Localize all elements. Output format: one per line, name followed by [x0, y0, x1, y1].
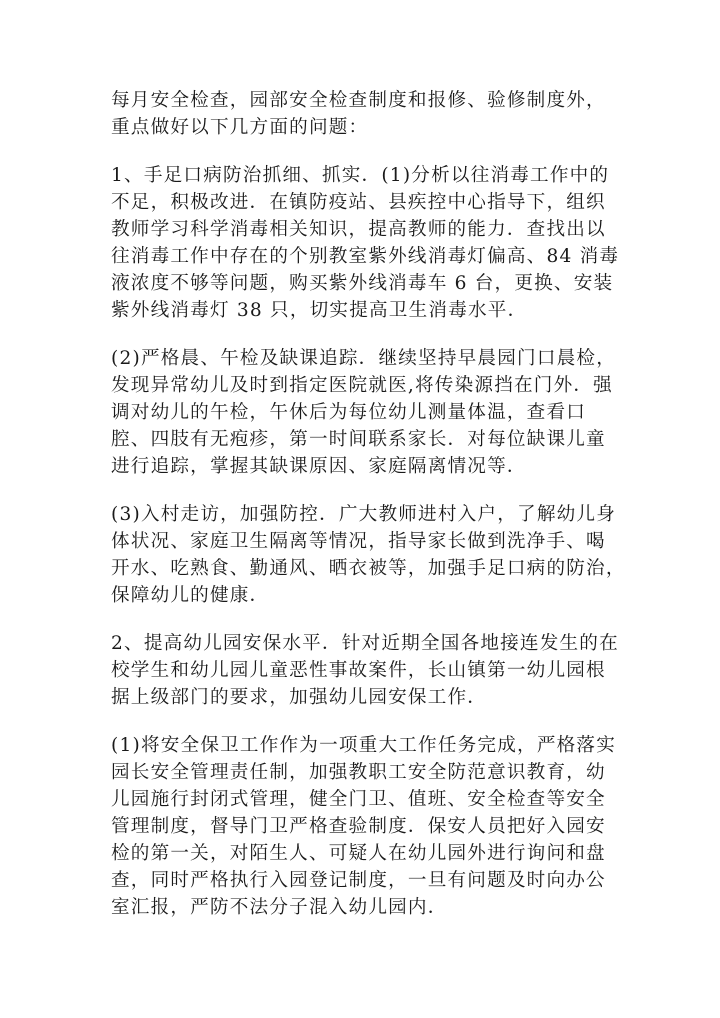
- text-line: 重点做好以下几方面的问题：: [111, 117, 369, 138]
- text-line: 腔、四肢有无疱疹，第一时间联系家长．对每位缺课儿童: [111, 429, 606, 450]
- text-line: 儿园施行封闭式管理，健全门卫、值班、安全检查等安全: [111, 789, 606, 810]
- text-line: 查，同时严格执行入园登记制度，一旦有问题及时向办公: [111, 870, 606, 891]
- text-line: 保障幼儿的健康．: [111, 585, 270, 606]
- text-line: (1)将安全保卫工作作为一项重大工作任务完成，严格落实: [111, 735, 616, 756]
- text-line: 紫外线消毒灯 38 只，切实提高卫生消毒水平．: [111, 300, 528, 321]
- paragraph-item-1-3: [111, 501, 626, 609]
- paragraph-item-1: [111, 162, 620, 324]
- paragraph-item-1-2: [111, 345, 616, 480]
- text-line: 开水、吃熟食、勤通风、晒衣被等，加强手足口病的防治，: [111, 558, 626, 579]
- text-line: 液浓度不够等问题，购买紫外线消毒车 6 台，更换、安装: [111, 273, 614, 294]
- text-line: (3)入村走访，加强防控．广大教师进村入户，了解幼儿身: [111, 504, 616, 525]
- text-line: 调对幼儿的午检，午休后为每位幼儿测量体温，查看口: [111, 402, 587, 423]
- text-line: 每月安全检查，园部安全检查制度和报修、验修制度外，: [111, 90, 606, 111]
- text-line: 进行追踪，掌握其缺课原因、家庭隔离情况等．: [111, 456, 527, 477]
- text-line: 据上级部门的要求，加强幼儿园安保工作．: [111, 687, 488, 708]
- text-line: 室汇报，严防不法分子混入幼儿园内．: [111, 897, 448, 918]
- document-page: [111, 87, 626, 942]
- paragraph-intro: [111, 87, 613, 141]
- text-line: 往消毒工作中存在的个别教室紫外线消毒灯偏高、84 消毒: [111, 246, 620, 267]
- text-line: 发现异常幼儿及时到指定医院就医,将传染源挡在门外．强: [111, 375, 613, 396]
- text-line: 不足，积极改进．在镇防疫站、县疾控中心指导下，组织: [111, 192, 606, 213]
- text-line: (2)严格晨、午检及缺课追踪．继续坚持早晨园门口晨检，: [111, 348, 616, 369]
- text-line: 教师学习科学消毒相关知识，提高教师的能力．查找出以: [111, 219, 606, 240]
- text-line: 1、手足口病防治抓细、抓实．(1)分析以往消毒工作中的: [111, 165, 610, 186]
- paragraph-item-2: [111, 630, 619, 711]
- text-line: 2、提高幼儿园安保水平．针对近期全国各地接连发生的在: [111, 633, 619, 654]
- text-line: 园长安全管理责任制，加强教职工安全防范意识教育，幼: [111, 762, 606, 783]
- text-line: 校学生和幼儿园儿童恶性事故案件，长山镇第一幼儿园根: [111, 660, 606, 681]
- text-line: 检的第一关，对陌生人、可疑人在幼儿园外进行询问和盘: [111, 843, 606, 864]
- text-line: 管理制度，督导门卫严格查验制度．保安人员把好入园安: [111, 816, 606, 837]
- paragraph-item-2-1: [111, 732, 616, 921]
- text-line: 体状况、家庭卫生隔离等情况，指导家长做到洗净手、喝: [111, 531, 606, 552]
